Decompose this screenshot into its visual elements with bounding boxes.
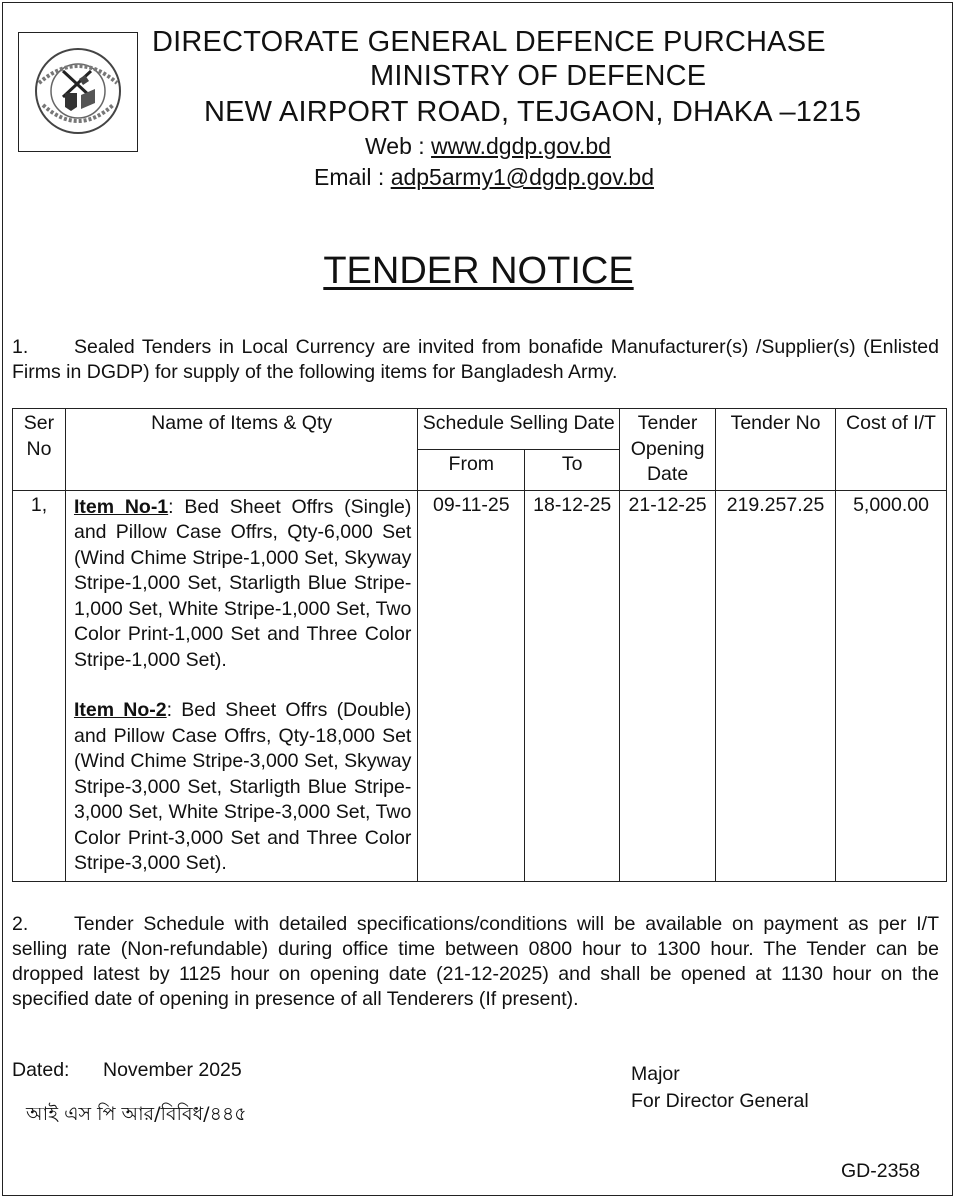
item-1-label: Item No-1 bbox=[73, 495, 169, 518]
gd-code: GD-2358 bbox=[841, 1160, 921, 1182]
cell-ser: 1, bbox=[13, 490, 66, 881]
paragraph-2 bbox=[12, 912, 939, 1012]
paragraph-1 bbox=[12, 335, 939, 385]
web-line bbox=[365, 133, 611, 160]
email-line bbox=[314, 164, 654, 191]
web-label: Web : bbox=[365, 133, 432, 159]
cell-to-date: 18-12-25 bbox=[525, 490, 620, 881]
email-label: Email : bbox=[314, 164, 391, 190]
header-from: From bbox=[418, 449, 525, 490]
dgdp-emblem-icon bbox=[29, 45, 127, 137]
header-ser-no: Ser No bbox=[13, 409, 66, 491]
logo-frame bbox=[18, 32, 138, 152]
header-schedule-date: Schedule Selling Date bbox=[418, 409, 620, 450]
org-name-line: DIRECTORATE GENERAL DEFENCE PURCHASE bbox=[152, 26, 826, 58]
email-link[interactable]: adp5army1@dgdp.gov.bd bbox=[390, 164, 655, 190]
dated-value: November 2025 bbox=[103, 1059, 242, 1081]
signatory-rank: Major bbox=[631, 1063, 680, 1085]
paragraph-number: 1. bbox=[12, 336, 29, 358]
web-link[interactable]: www.dgdp.gov.bd bbox=[431, 133, 611, 159]
item-2-text: : Bed Sheet Offrs (Double) and Pillow Case Offrs, Qty-18,000 Set (Wind Chime Stripe-3,000 Set, Skyway Stripe-3,000 Set, Starligth Blue Stripe-3,000 Set, White Stripe-3,000 Set, Two Color Print-3,000 Set and Three Color Stripe-3,000 Set). bbox=[73, 699, 412, 874]
item-2-label: Item No-2 bbox=[73, 699, 167, 721]
dated-line bbox=[12, 1059, 242, 1082]
page-title: TENDER NOTICE bbox=[323, 250, 634, 292]
cell-cost: 5,000.00 bbox=[836, 490, 947, 881]
dated-label: Dated: bbox=[12, 1059, 70, 1081]
cell-items bbox=[65, 490, 417, 881]
signatory-for: For Director General bbox=[631, 1090, 809, 1112]
cell-tender-no: 219.257.25 bbox=[716, 490, 836, 881]
item-1-text: : Bed Sheet Offrs (Single) and Pillow Case Offrs, Qty-6,000 Set (Wind Chime Stripe-1,000 Set, Skyway Stripe-1,000 Set, Starligth Blue Stripe-1,000 Set, White Stripe-1,000 Set, Two Color Print-1,000 Set and Three Color Stripe-1,000 Set). bbox=[73, 495, 412, 671]
header-item-name: Name of Items & Qty bbox=[65, 409, 417, 491]
bangla-reference-code: আই এস পি আর/বিবিধ/৪৪৫ bbox=[26, 1103, 247, 1125]
header-tender-no: Tender No bbox=[716, 409, 836, 491]
tender-table bbox=[12, 408, 947, 882]
item-1-description bbox=[74, 495, 411, 674]
header-to: To bbox=[525, 449, 620, 490]
cell-from-date: 09-11-25 bbox=[418, 490, 525, 881]
cell-opening-date: 21-12-25 bbox=[620, 490, 716, 881]
paragraph-number: 2. bbox=[12, 913, 29, 935]
signature-block bbox=[631, 1061, 809, 1115]
ministry-line: MINISTRY OF DEFENCE bbox=[370, 60, 707, 92]
table-row bbox=[13, 490, 947, 881]
paragraph-text: Tender Schedule with detailed specifications/conditions will be available on payment as per I/T selling rate (Non-refundable) during office time between 0800 hour to 1300 hour. The Tender can be dropped latest by 1125 hour on opening date (21-12-2025) and shall be opened at 1130 hour on the specified date of opening in presence of all Tenderers (If present). bbox=[12, 913, 939, 1010]
header-cost: Cost of I/T bbox=[836, 409, 947, 491]
address-line: NEW AIRPORT ROAD, TEJGAON, DHAKA –1215 bbox=[204, 96, 862, 128]
header-opening-date: Tender Opening Date bbox=[620, 409, 716, 491]
item-2-description bbox=[74, 698, 411, 877]
paragraph-text: Sealed Tenders in Local Currency are invited from bonafide Manufacturer(s) /Supplier(s) (Enlisted Firms in DGDP) for supply of the following items for Bangladesh Army. bbox=[12, 336, 939, 383]
